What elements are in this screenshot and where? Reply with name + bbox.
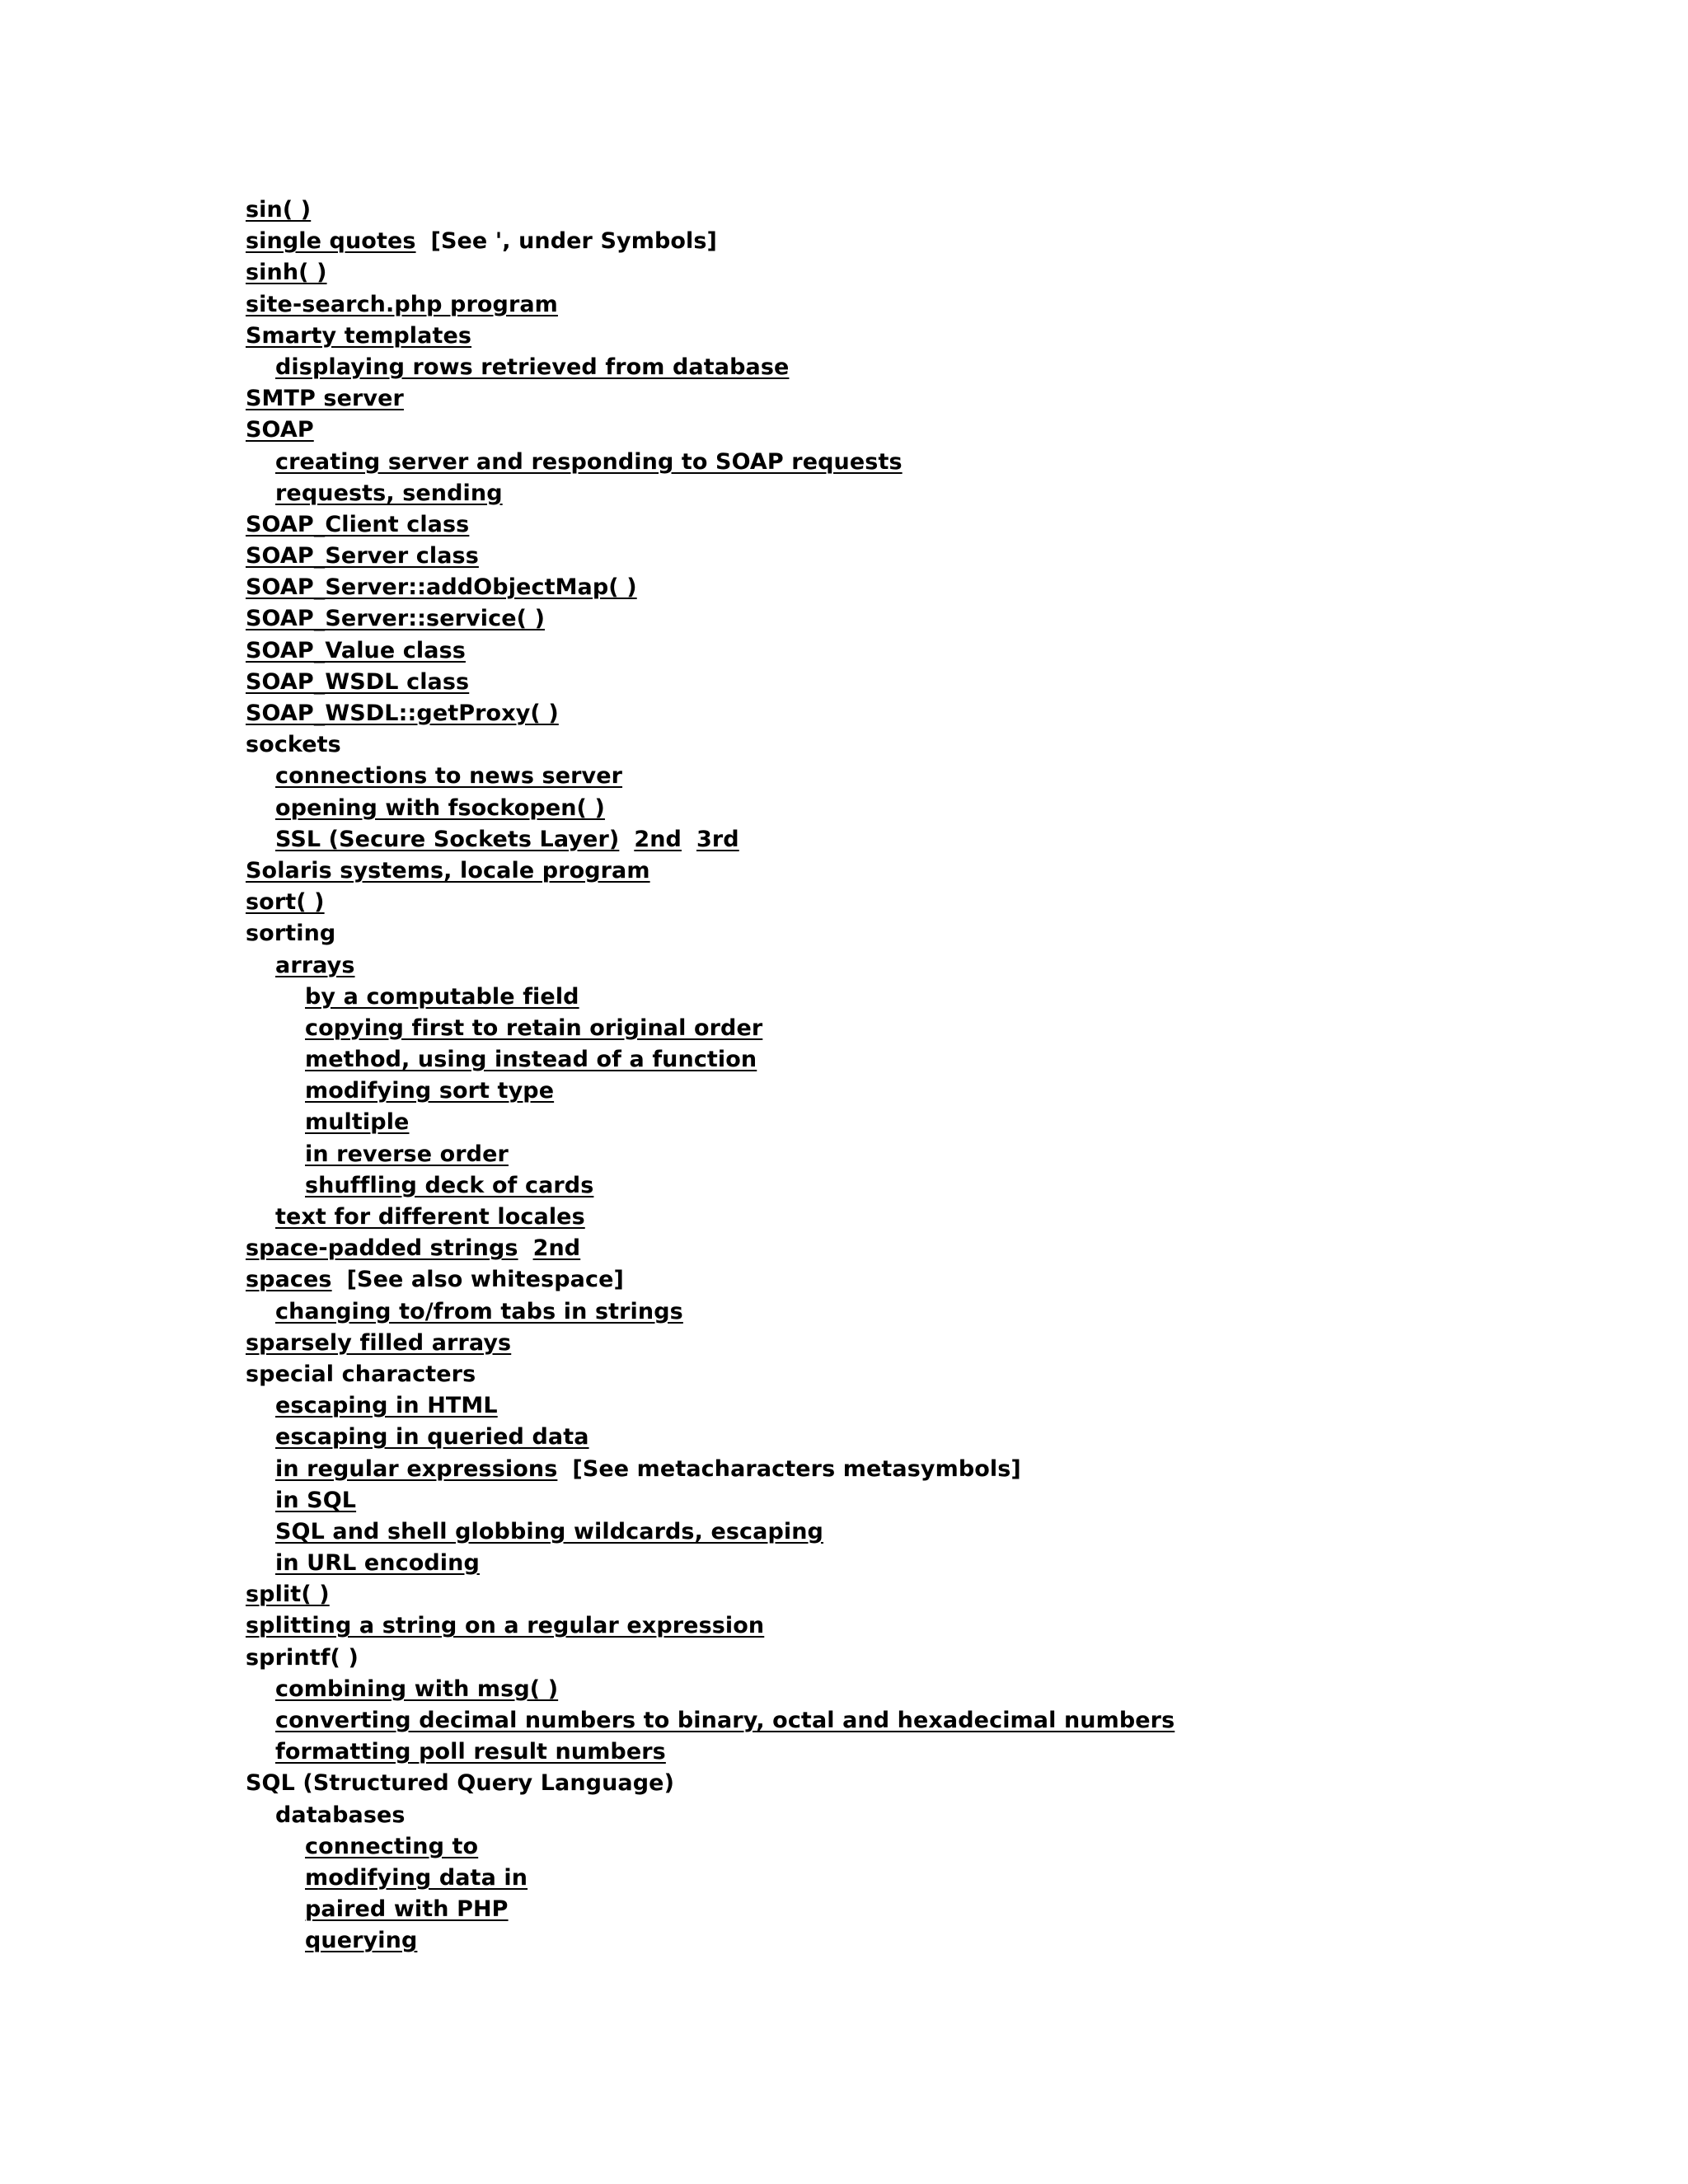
index-entry <box>246 352 1655 383</box>
index-link[interactable]: sin( ) <box>246 197 312 223</box>
index-entry <box>246 635 1655 667</box>
index-entry <box>246 321 1655 352</box>
index-link[interactable]: sparsely filled arrays <box>246 1329 512 1356</box>
index-entry <box>246 1202 1655 1233</box>
index-link[interactable]: opening with fsockopen( ) <box>275 794 605 821</box>
index-link[interactable]: creating server and responding to SOAP requests <box>275 448 903 475</box>
index-entry <box>246 194 1655 226</box>
index-link[interactable]: connecting to <box>305 1833 479 1859</box>
index-entry <box>246 447 1655 478</box>
index-entry <box>246 383 1655 415</box>
index-link[interactable]: changing to/from tabs in strings <box>275 1298 683 1324</box>
index-entry <box>246 1768 1655 1799</box>
index-link[interactable]: combining with msg( ) <box>275 1675 559 1702</box>
index-link[interactable]: converting decimal numbers to binary, octal and hexadecimal numbers <box>275 1708 1175 1733</box>
index-entry <box>246 1548 1655 1579</box>
index-link[interactable]: sort( ) <box>246 889 325 916</box>
index-entry <box>246 793 1655 824</box>
index-link[interactable]: arrays <box>275 952 355 978</box>
index-entry <box>246 950 1655 982</box>
index-term: sockets <box>246 732 341 758</box>
index-link[interactable]: single quotes <box>246 228 416 255</box>
index-link[interactable]: SOAP_Server::addObjectMap( ) <box>246 574 637 601</box>
index-term: databases <box>275 1802 406 1828</box>
index-entry <box>246 1359 1655 1390</box>
index-link[interactable]: SOAP_Client class <box>246 511 470 537</box>
index-entry <box>246 1925 1655 1957</box>
index-link[interactable]: SOAP <box>246 417 314 443</box>
index-entry <box>246 1674 1655 1705</box>
index-link[interactable]: method, using instead of a function <box>305 1047 757 1073</box>
index-entry <box>246 667 1655 698</box>
index-link[interactable]: space-padded strings <box>246 1235 518 1262</box>
index-entry <box>246 1013 1655 1044</box>
index-link[interactable]: SOAP_Server class <box>246 543 479 569</box>
index-entry <box>246 1296 1655 1328</box>
index-term: [See also whitespace] <box>346 1267 624 1293</box>
index-entry <box>246 1894 1655 1925</box>
index-entry <box>246 1044 1655 1076</box>
index-entry <box>246 1170 1655 1202</box>
index-entry <box>246 918 1655 949</box>
index-link[interactable]: SOAP_WSDL class <box>246 668 470 695</box>
index-entry <box>246 226 1655 257</box>
index-entry <box>246 1736 1655 1768</box>
index-entry <box>246 257 1655 288</box>
index-entry <box>246 1264 1655 1296</box>
index-entry <box>246 1800 1655 1831</box>
index-link[interactable]: in reverse order <box>305 1141 509 1167</box>
index-entry <box>246 1454 1655 1485</box>
index-link[interactable]: paired with PHP <box>305 1896 509 1923</box>
index-entry <box>246 1233 1655 1264</box>
index-term: sprintf( ) <box>246 1644 359 1671</box>
index-term: [See ', under Symbols] <box>430 228 717 255</box>
index-link[interactable]: shuffling deck of cards <box>305 1172 594 1198</box>
index-link[interactable]: sinh( ) <box>246 260 327 286</box>
index-link[interactable]: SOAP_Server::service( ) <box>246 606 546 632</box>
index-link[interactable]: by a computable field <box>305 983 579 1010</box>
index-list <box>246 194 1655 1957</box>
index-entry <box>246 982 1655 1013</box>
index-link[interactable]: SOAP_Value class <box>246 637 466 663</box>
index-link[interactable]: 2nd <box>634 826 682 852</box>
index-entry <box>246 478 1655 509</box>
index-entry <box>246 1390 1655 1422</box>
index-entry <box>246 289 1655 321</box>
index-link[interactable]: formatting poll result numbers <box>275 1739 666 1765</box>
index-entry <box>246 1579 1655 1610</box>
index-link[interactable]: connections to news server <box>275 763 623 790</box>
index-link[interactable]: multiple <box>305 1109 410 1136</box>
index-entry <box>246 1831 1655 1863</box>
index-entry <box>246 603 1655 635</box>
index-link[interactable]: SOAP_WSDL::getProxy( ) <box>246 701 559 726</box>
index-link[interactable]: copying first to retain original order <box>305 1015 763 1041</box>
index-term: special characters <box>246 1361 476 1387</box>
index-link[interactable]: escaping in HTML <box>275 1393 498 1419</box>
index-link[interactable]: SQL and shell globbing wildcards, escaping <box>275 1518 823 1544</box>
index-link[interactable]: in URL encoding <box>275 1550 480 1577</box>
index-link[interactable]: in SQL <box>275 1487 357 1513</box>
index-entry <box>246 415 1655 446</box>
index-entry <box>246 761 1655 792</box>
index-entry <box>246 1076 1655 1107</box>
index-link[interactable]: SMTP server <box>246 386 404 412</box>
index-link[interactable]: in regular expressions <box>275 1455 558 1482</box>
index-entry <box>246 1643 1655 1674</box>
index-entry <box>246 541 1655 572</box>
index-entry <box>246 729 1655 761</box>
index-link[interactable]: modifying sort type <box>305 1078 555 1104</box>
index-link[interactable]: requests, sending <box>275 480 503 506</box>
index-entry <box>246 824 1655 855</box>
index-term: [See metacharacters metasymbols] <box>572 1455 1021 1482</box>
index-entry <box>246 572 1655 603</box>
index-link[interactable]: querying <box>305 1928 418 1954</box>
index-entry <box>246 1139 1655 1170</box>
index-term: sorting <box>246 921 336 947</box>
index-link[interactable]: spaces <box>246 1267 332 1293</box>
index-link[interactable]: Solaris systems, locale program <box>246 857 650 883</box>
index-link[interactable]: Smarty templates <box>246 322 472 349</box>
index-entry <box>246 509 1655 541</box>
index-link[interactable]: text for different locales <box>275 1204 585 1230</box>
index-link[interactable]: split( ) <box>246 1582 330 1608</box>
index-entry <box>246 1107 1655 1138</box>
index-link[interactable]: 3rd <box>696 826 739 852</box>
index-link[interactable]: SSL (Secure Sockets Layer) <box>275 826 620 852</box>
index-entry <box>246 1328 1655 1359</box>
index-entry <box>246 698 1655 729</box>
index-entry <box>246 1516 1655 1548</box>
index-entry <box>246 1863 1655 1894</box>
index-link[interactable]: 2nd <box>532 1235 581 1262</box>
index-entry <box>246 1705 1655 1736</box>
index-entry <box>246 855 1655 887</box>
index-link[interactable]: modifying data in <box>305 1864 528 1891</box>
index-entry <box>246 1610 1655 1642</box>
index-link[interactable]: splitting a string on a regular expression <box>246 1613 765 1639</box>
index-entry <box>246 1485 1655 1516</box>
index-term: SQL (Structured Query Language) <box>246 1770 675 1797</box>
index-entry <box>246 887 1655 918</box>
index-link[interactable]: site-search.php program <box>246 291 558 317</box>
index-link[interactable]: escaping in queried data <box>275 1424 589 1451</box>
index-link[interactable]: displaying rows retrieved from database <box>275 354 790 380</box>
index-entry <box>246 1422 1655 1453</box>
